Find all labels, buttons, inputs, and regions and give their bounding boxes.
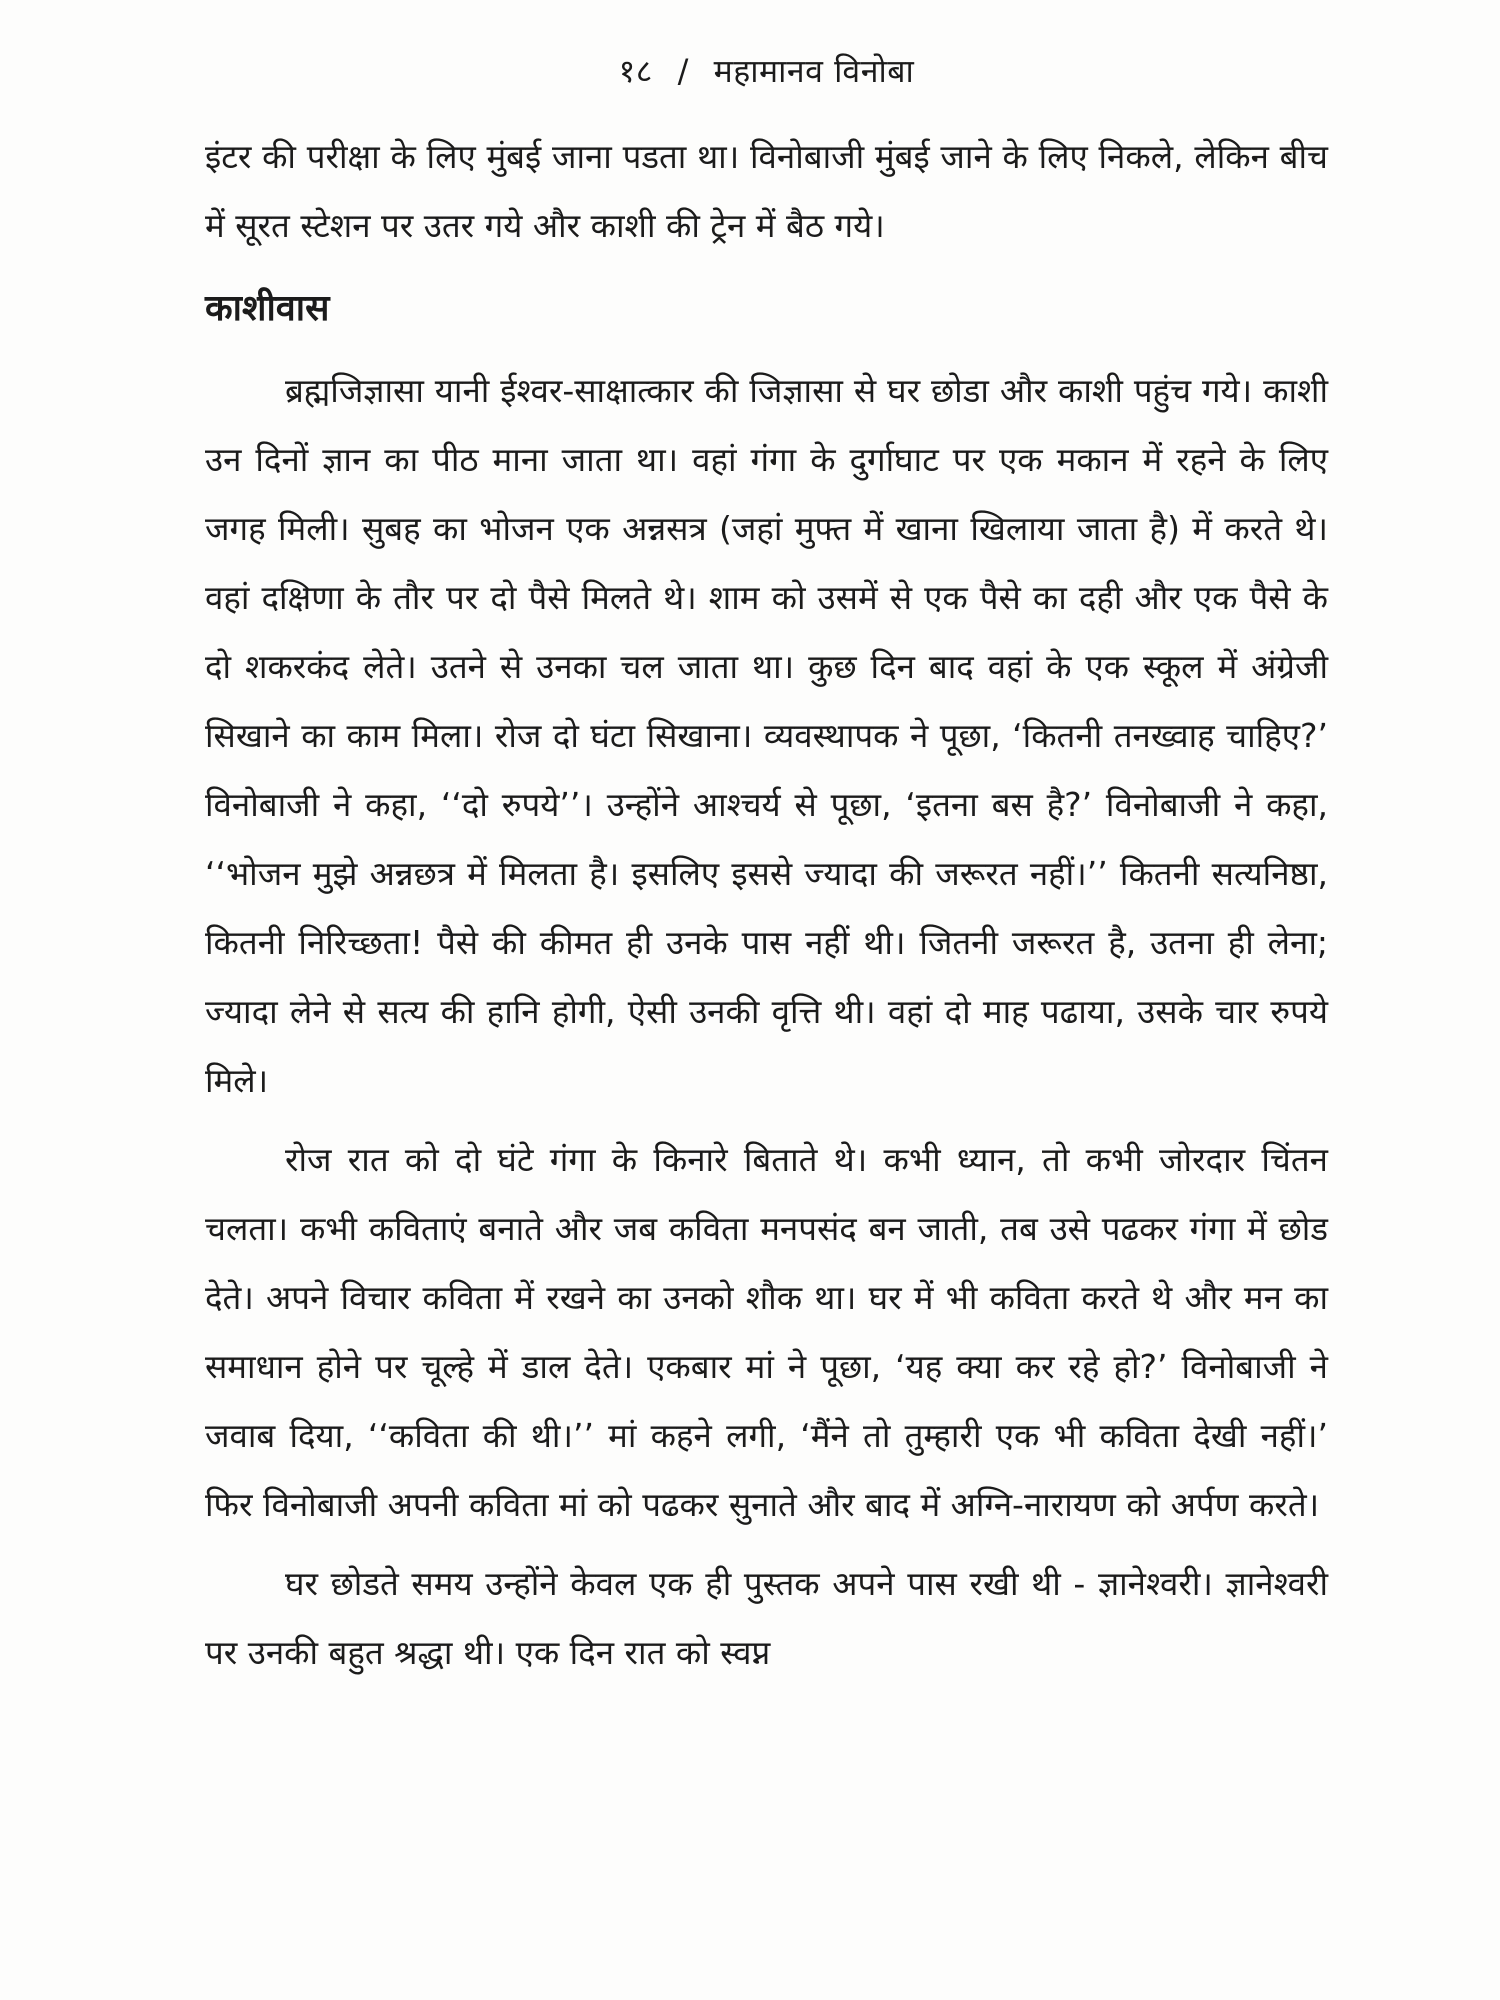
intro-paragraph: इंटर की परीक्षा के लिए मुंबई जाना पडता था। विनोबाजी मुंबई जाने के लिए निकले, लेकिन बीच में सूरत स्टेशन पर उतर गये और काशी की ट्रेन में बैठ गये। — [205, 137, 1328, 245]
section-paragraph-2: रोज रात को दो घंटे गंगा के किनारे बिताते थे। कभी ध्यान, तो कभी जोरदार चिंतन चलता। कभी कविताएं बनाते और जब कविता मनपसंद बन जाती, तब उसे पढकर गंगा में छोड देते। अपने विचार कविता में रखने का उनको शौक था। घर में भी कविता करते थे और मन का समाधान होने पर चूल्हे में डाल देते। एकबार मां ने पूछा, ‘यह क्या कर रहे हो?’ विनोबाजी ने जवाब दिया, ‘‘कविता की थी।’’ मां कहने लगी, ‘मैंने तो तुम्हारी एक भी कविता देखी नहीं।’ फिर विनोबाजी अपनी कविता मां को पढकर सुनाते और बाद में अग्नि-नारायण को अर्पण करते। — [205, 1140, 1328, 1524]
section-paragraph-1: ब्रह्मजिज्ञासा यानी ईश्वर-साक्षात्कार की जिज्ञासा से घर छोडा और काशी पहुंच गये। काशी उन दिनों ज्ञान का पीठ माना जाता था। वहां गंगा के दुर्गाघाट पर एक मकान में रहने के लिए जगह मिली। सुबह का भोजन एक अन्नसत्र (जहां मुफ्त में खाना खिलाया जाता है) में करते थे। वहां दक्षिणा के तौर पर दो पैसे मिलते थे। शाम को उसमें से एक पैसे का दही और एक पैसे के दो शकरकंद लेते। उतने से उनका चल जाता था। कुछ दिन बाद वहां के एक स्कूल में अंग्रेजी सिखाने का काम मिला। रोज दो घंटा सिखाना। व्यवस्थापक ने पूछा, ‘कितनी तनख्वाह चाहिए?’ विनोबाजी ने कहा, ‘‘दो रुपये’’। उन्होंने आश्चर्य से पूछा, ‘इतना बस है?’ विनोबाजी ने कहा, ‘‘भोजन मुझे अन्नछत्र में मिलता है। इसलिए इससे ज्यादा की जरूरत नहीं।’’ कितनी सत्यनिष्ठा, कितनी निरिच्छता! पैसे की कीमत ही उनके पास नहीं थी। जितनी जरूरत है, उतना ही लेना; ज्यादा लेने से सत्य की हानि होगी, ऐसी उनकी वृत्ति थी। वहां दो माह पढाया, उसके चार रुपये मिले। — [205, 371, 1328, 1100]
page-body — [205, 122, 1328, 1687]
page-number: १८ — [618, 52, 653, 90]
header-separator: / — [677, 52, 689, 90]
section-paragraph-3: घर छोडते समय उन्होंने केवल एक ही पुस्तक अपने पास रखी थी - ज्ञानेश्वरी। ज्ञानेश्वरी पर उनकी बहुत श्रद्धा थी। एक दिन रात को स्वप्न — [205, 1564, 1328, 1672]
running-header — [205, 42, 1328, 122]
section-heading: काशीवास — [205, 288, 330, 329]
book-title: महामानव विनोबा — [713, 52, 915, 90]
